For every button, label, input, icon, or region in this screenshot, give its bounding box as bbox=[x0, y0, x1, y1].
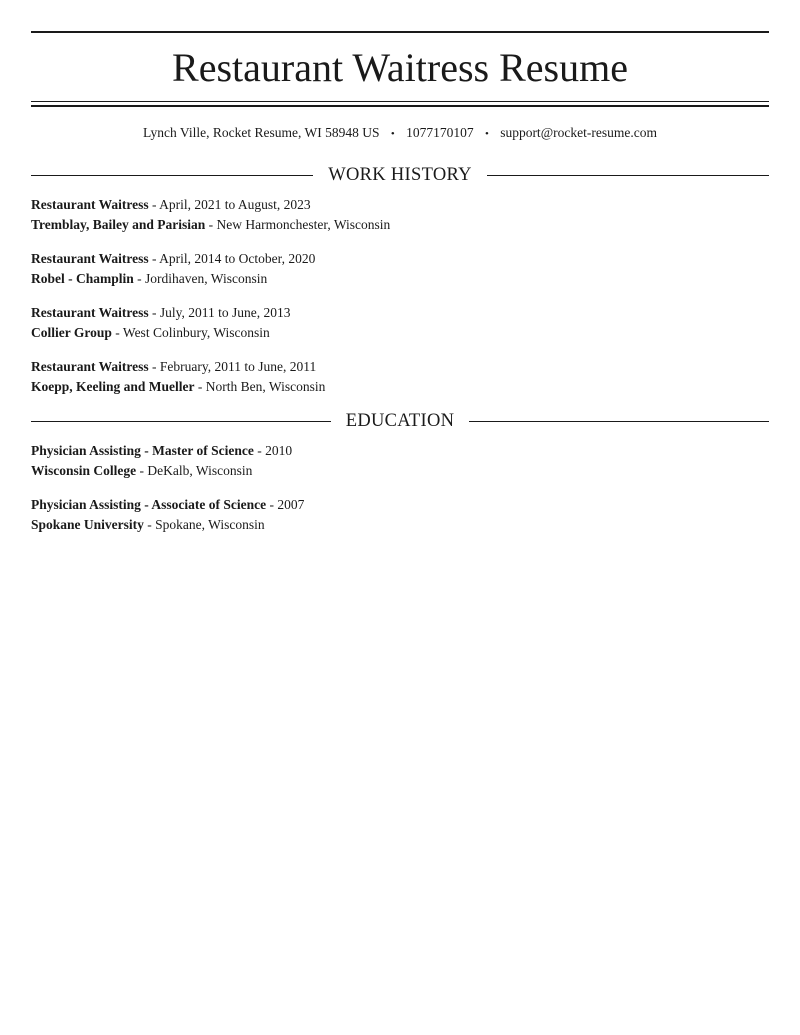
section-title: EDUCATION bbox=[345, 411, 455, 431]
bullet-separator: • bbox=[390, 128, 395, 140]
section-heading-work-history bbox=[31, 164, 769, 186]
degree: Physician Assisting - Master of Science bbox=[31, 443, 254, 458]
header-bottom-rule-thin bbox=[31, 101, 769, 102]
job-dates: April, 2021 to August, 2023 bbox=[159, 197, 311, 212]
dash: - bbox=[148, 359, 160, 374]
job-dates: April, 2014 to October, 2020 bbox=[159, 251, 316, 266]
contact-email: support@rocket-resume.com bbox=[500, 125, 657, 140]
degree: Physician Assisting - Associate of Science bbox=[31, 497, 267, 512]
work-entry bbox=[31, 303, 769, 343]
graduation-year: 2007 bbox=[277, 497, 305, 512]
employer: Collier Group bbox=[31, 325, 112, 340]
job-location: Jordihaven, Wisconsin bbox=[145, 271, 268, 286]
work-entry bbox=[31, 249, 769, 289]
heading-rule-right bbox=[487, 175, 769, 176]
employer: Robel - Champlin bbox=[31, 271, 134, 286]
dash: - bbox=[148, 251, 160, 266]
school-location: Spokane, Wisconsin bbox=[155, 517, 265, 532]
job-title: Restaurant Waitress bbox=[31, 305, 149, 320]
graduation-year: 2010 bbox=[265, 443, 293, 458]
bullet-separator: • bbox=[484, 128, 489, 140]
education-entry bbox=[31, 495, 769, 535]
section-heading-education bbox=[31, 410, 769, 432]
dash: - bbox=[266, 497, 278, 512]
dash: - bbox=[133, 271, 146, 286]
heading-rule-right bbox=[469, 421, 769, 422]
school-location: DeKalb, Wisconsin bbox=[147, 463, 253, 478]
contact-line bbox=[31, 124, 769, 143]
school: Spokane University bbox=[31, 517, 144, 532]
dash: - bbox=[194, 379, 206, 394]
header-bottom-rule-thick bbox=[31, 105, 769, 107]
job-title: Restaurant Waitress bbox=[31, 251, 149, 266]
job-dates: February, 2011 to June, 2011 bbox=[159, 359, 317, 374]
dash: - bbox=[148, 305, 160, 320]
dash: - bbox=[148, 197, 160, 212]
employer: Koepp, Keeling and Mueller bbox=[31, 379, 195, 394]
dash: - bbox=[205, 217, 217, 232]
dash: - bbox=[111, 325, 123, 340]
heading-rule-left bbox=[31, 175, 313, 176]
section-title: WORK HISTORY bbox=[328, 165, 472, 185]
job-location: West Colinbury, Wisconsin bbox=[122, 325, 270, 340]
job-title: Restaurant Waitress bbox=[31, 197, 149, 212]
job-title: Restaurant Waitress bbox=[31, 359, 149, 374]
work-entry bbox=[31, 357, 769, 397]
job-location: New Harmonchester, Wisconsin bbox=[216, 217, 391, 232]
dash: - bbox=[143, 517, 156, 532]
job-dates: July, 2011 to June, 2013 bbox=[159, 305, 291, 320]
contact-phone: 1077170107 bbox=[406, 125, 474, 140]
contact-address: Lynch Ville, Rocket Resume, WI 58948 US bbox=[143, 125, 380, 140]
education-entry bbox=[31, 441, 769, 481]
resume-title: Restaurant Waitress Resume bbox=[172, 45, 628, 90]
employer: Tremblay, Bailey and Parisian bbox=[31, 217, 206, 232]
heading-rule-left bbox=[31, 421, 331, 422]
header-top-rule bbox=[31, 31, 769, 33]
job-location: North Ben, Wisconsin bbox=[205, 379, 326, 394]
dash: - bbox=[253, 443, 266, 458]
work-entry bbox=[31, 195, 769, 235]
school: Wisconsin College bbox=[31, 463, 137, 478]
dash: - bbox=[136, 463, 148, 478]
